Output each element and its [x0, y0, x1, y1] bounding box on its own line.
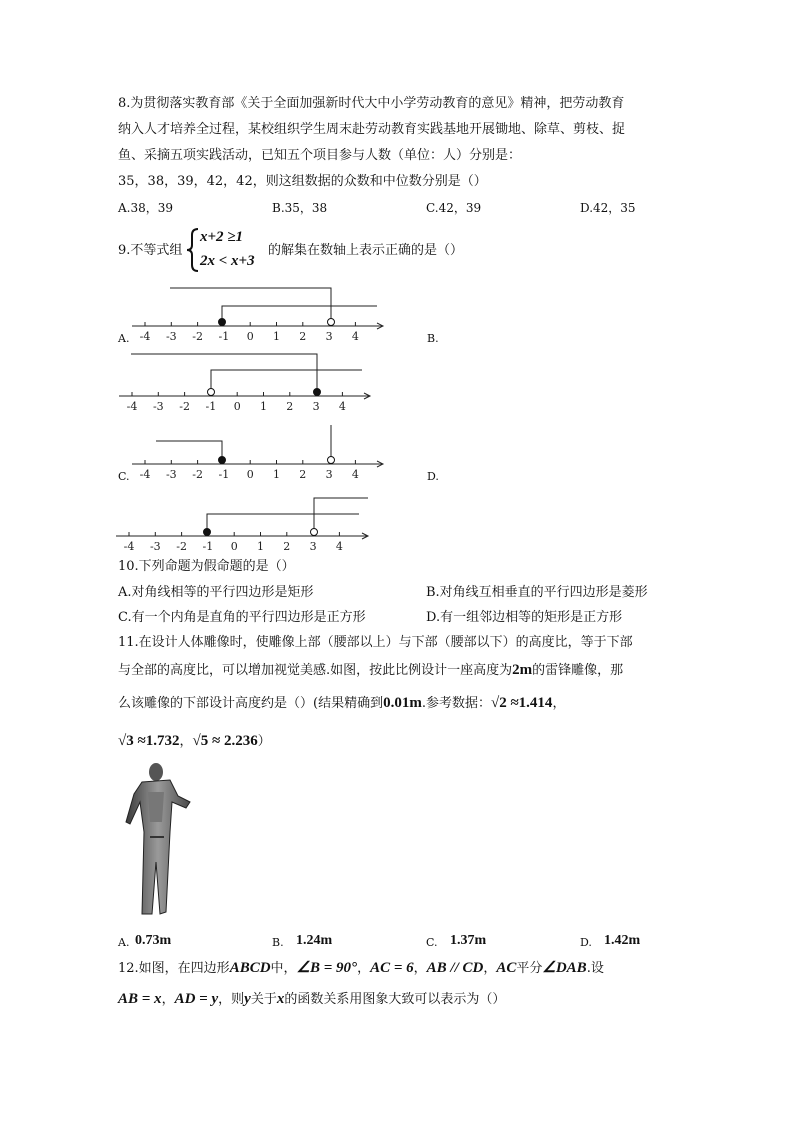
q11-line3b: .参考数据：: [421, 696, 491, 711]
open-dot: [208, 389, 215, 396]
open-dot: [328, 457, 335, 464]
filled-dot: [204, 529, 211, 536]
number-line-a-tick-label: -1: [218, 330, 230, 343]
q12-angle: ∠B = 90°: [296, 960, 358, 976]
q12-line1: 12.如图，在四边形ABCD中，∠B = 90°，AC = 6，AB // CD，AC平分∠DAB.设: [118, 960, 604, 976]
number-line-b-tick-label: 0: [233, 400, 241, 413]
q9-label-a[interactable]: A.: [118, 332, 130, 345]
number-line-c-tick-label: -2: [192, 468, 203, 481]
number-line-c-tick-label: -3: [165, 468, 177, 481]
number-line-a-tick-label: 0: [246, 330, 254, 343]
q12-y: y: [244, 991, 251, 1007]
statue-figure: [120, 762, 190, 922]
number-line-b-graph: [131, 354, 317, 389]
number-line-a-tick-label: -2: [192, 330, 203, 343]
q9-label-b[interactable]: B.: [427, 332, 439, 345]
q11-line1: 11.在设计人体雕像时，使雕像上部（腰部以上）与下部（腰部以下）的高度比，等于下部: [118, 635, 633, 650]
number-line-c-tick-label: 3: [325, 468, 333, 481]
q10-stem: 10.下列命题为假命题的是（）: [118, 559, 295, 574]
q12-ab: AB = x: [118, 991, 162, 1007]
q8-option-c[interactable]: C.42，39: [426, 201, 482, 215]
q12-quad: ABCD: [229, 960, 271, 976]
q12-bisect-a: AC: [496, 960, 517, 976]
number-line-d-tick-label: 4: [335, 540, 343, 553]
q12-end1: .设: [586, 961, 604, 976]
number-line-d-tick-label: 2: [283, 540, 291, 553]
number-line-d-tick-label: 1: [257, 540, 264, 553]
number-line-c-tick-label: -1: [218, 468, 230, 481]
q11-ref2: √3 ≈1.732: [118, 733, 180, 749]
number-line-c-tick-label: 1: [273, 468, 280, 481]
q11-precision: 0.01m: [383, 695, 422, 711]
q12-x: x: [276, 991, 285, 1007]
number-line-c-tick-label: 0: [246, 468, 254, 481]
q12-ad: AD = y: [174, 991, 219, 1007]
q11-option-c[interactable]: 1.37m: [450, 933, 487, 948]
number-line-c-graph: [156, 441, 222, 457]
number-line-b-tick-label: 1: [260, 400, 267, 413]
number-line-b-tick-label: -1: [205, 400, 217, 413]
q11-option-d[interactable]: 1.42m: [604, 933, 641, 948]
number-line-d-tick-label: 3: [309, 540, 317, 553]
q8-option-b[interactable]: B.35，38: [272, 201, 328, 215]
number-line-d-tick-label: -2: [176, 540, 187, 553]
q9-prefix: 9.不等式组: [118, 243, 183, 258]
q9-label-c[interactable]: C.: [118, 470, 130, 483]
q10-option-b[interactable]: B.对角线互相垂直的平行四边形是菱形: [426, 585, 648, 600]
number-line-d-graph: [207, 514, 359, 529]
number-line-a-tick-label: -3: [165, 330, 177, 343]
q8-line1: 8.为贯彻落实教育部《关于全面加强新时代大中小学劳动教育的意见》精神，把劳动教育: [118, 96, 625, 111]
number-line-b-tick-label: -4: [126, 400, 138, 413]
number-line-a-tick-label: -4: [139, 330, 151, 343]
q11-option-b[interactable]: 1.24m: [296, 933, 333, 948]
q11-option-a[interactable]: 0.73m: [135, 933, 172, 948]
q11-ref3: √5 ≈ 2.236: [192, 733, 258, 749]
filled-dot: [219, 457, 226, 464]
number-line-a-tick-label: 3: [325, 330, 333, 343]
q12-ac: AC = 6: [370, 960, 414, 976]
q11-height: 2m: [512, 662, 533, 678]
number-line-b-tick-label: 3: [312, 400, 320, 413]
q11-line2b: 的雷锋雕像，那: [532, 663, 624, 678]
q12-bisect-text: 平分: [516, 961, 543, 976]
q11-option-c-letter[interactable]: C.: [426, 936, 438, 949]
q12-line2b: ，则: [218, 992, 245, 1007]
q10-option-a[interactable]: A.对角线相等的平行四边形是矩形: [118, 585, 314, 600]
number-line-b-tick-label: -3: [152, 400, 164, 413]
q8-line2: 纳入人才培养全过程，某校组织学生周末赴劳动教育实践基地开展锄地、除草、剪枝、捉: [118, 122, 626, 137]
open-dot: [311, 529, 318, 536]
number-line-a-graph: [170, 288, 331, 319]
number-line-a-tick-label: 2: [299, 330, 307, 343]
q9-label-d[interactable]: D.: [427, 470, 439, 483]
number-line-a-tick-label: 4: [351, 330, 359, 343]
number-line-b-tick-label: 4: [338, 400, 346, 413]
q8-line3: 鱼、采摘五项实践活动，已知五个项目参与人数（单位：人）分别是：: [118, 148, 522, 163]
number-line-c-tick-label: 4: [351, 468, 359, 481]
q10-option-d[interactable]: D.有一组邻边相等的矩形是正方形: [426, 610, 623, 625]
q9-suffix: 的解集在数轴上表示正确的是（）: [268, 243, 464, 258]
inequality-2: 2x < x+3: [200, 253, 255, 269]
q12-line2d: 的函数关系用图象大致可以表示为（）: [284, 992, 506, 1007]
filled-dot: [219, 319, 226, 326]
q11-option-d-letter[interactable]: D.: [580, 936, 592, 949]
q11-line4: √3 ≈1.732，√5 ≈ 2.236）: [118, 733, 271, 749]
q12-line2c: 关于: [250, 992, 277, 1007]
q11-option-a-letter[interactable]: A.: [118, 936, 130, 949]
q12-line2: AB = x，AD = y，则y关于x的函数关系用图象大致可以表示为（）: [118, 991, 506, 1007]
number-line-d-tick-label: 0: [230, 540, 238, 553]
number-line-b-tick-label: 2: [286, 400, 294, 413]
q12-bisect-b: ∠DAB: [542, 960, 587, 976]
q11-option-b-letter[interactable]: B.: [272, 936, 284, 949]
q11-line2a: 与全部的高度比，可以增加视觉美感.如图，按此比例设计一座高度为: [118, 663, 513, 678]
q10-option-c[interactable]: C.有一个内角是直角的平行四边形是正方形: [118, 610, 366, 625]
q11-line3a: 么该雕像的下部设计高度约是（）(结果精确到: [118, 696, 384, 711]
q11-line3: 么该雕像的下部设计高度约是（）(结果精确到0.01m.参考数据：√2 ≈1.414，: [118, 695, 566, 711]
q12-mid1: 中，: [270, 961, 297, 976]
inequality-1: x+2 ≥1: [200, 229, 244, 245]
q11-ref1: √2 ≈1.414: [490, 695, 553, 711]
q8-option-d[interactable]: D.42，35: [580, 201, 636, 215]
number-line-d-tick-label: -1: [202, 540, 214, 553]
q11-line2: [118, 663, 623, 678]
number-line-b-tick-label: -2: [179, 400, 190, 413]
number-line-c-tick-label: -4: [139, 468, 151, 481]
number-line-d-tick-label: -4: [123, 540, 135, 553]
q8-option-a[interactable]: A.38，39: [118, 201, 174, 215]
number-line-b-graph: [211, 370, 362, 389]
q12-line1a: 12.如图，在四边形: [118, 961, 230, 976]
open-dot: [328, 319, 335, 326]
number-line-d-tick-label: -3: [149, 540, 161, 553]
q12-parallel: AB // CD: [426, 960, 484, 976]
number-line-a-graph: [222, 306, 377, 319]
filled-dot: [314, 389, 321, 396]
q8-line4: 35，38，39，42，42，则这组数据的众数和中位数分别是（）: [118, 174, 487, 189]
number-line-c-tick-label: 2: [299, 468, 307, 481]
number-line-a-tick-label: 1: [273, 330, 280, 343]
